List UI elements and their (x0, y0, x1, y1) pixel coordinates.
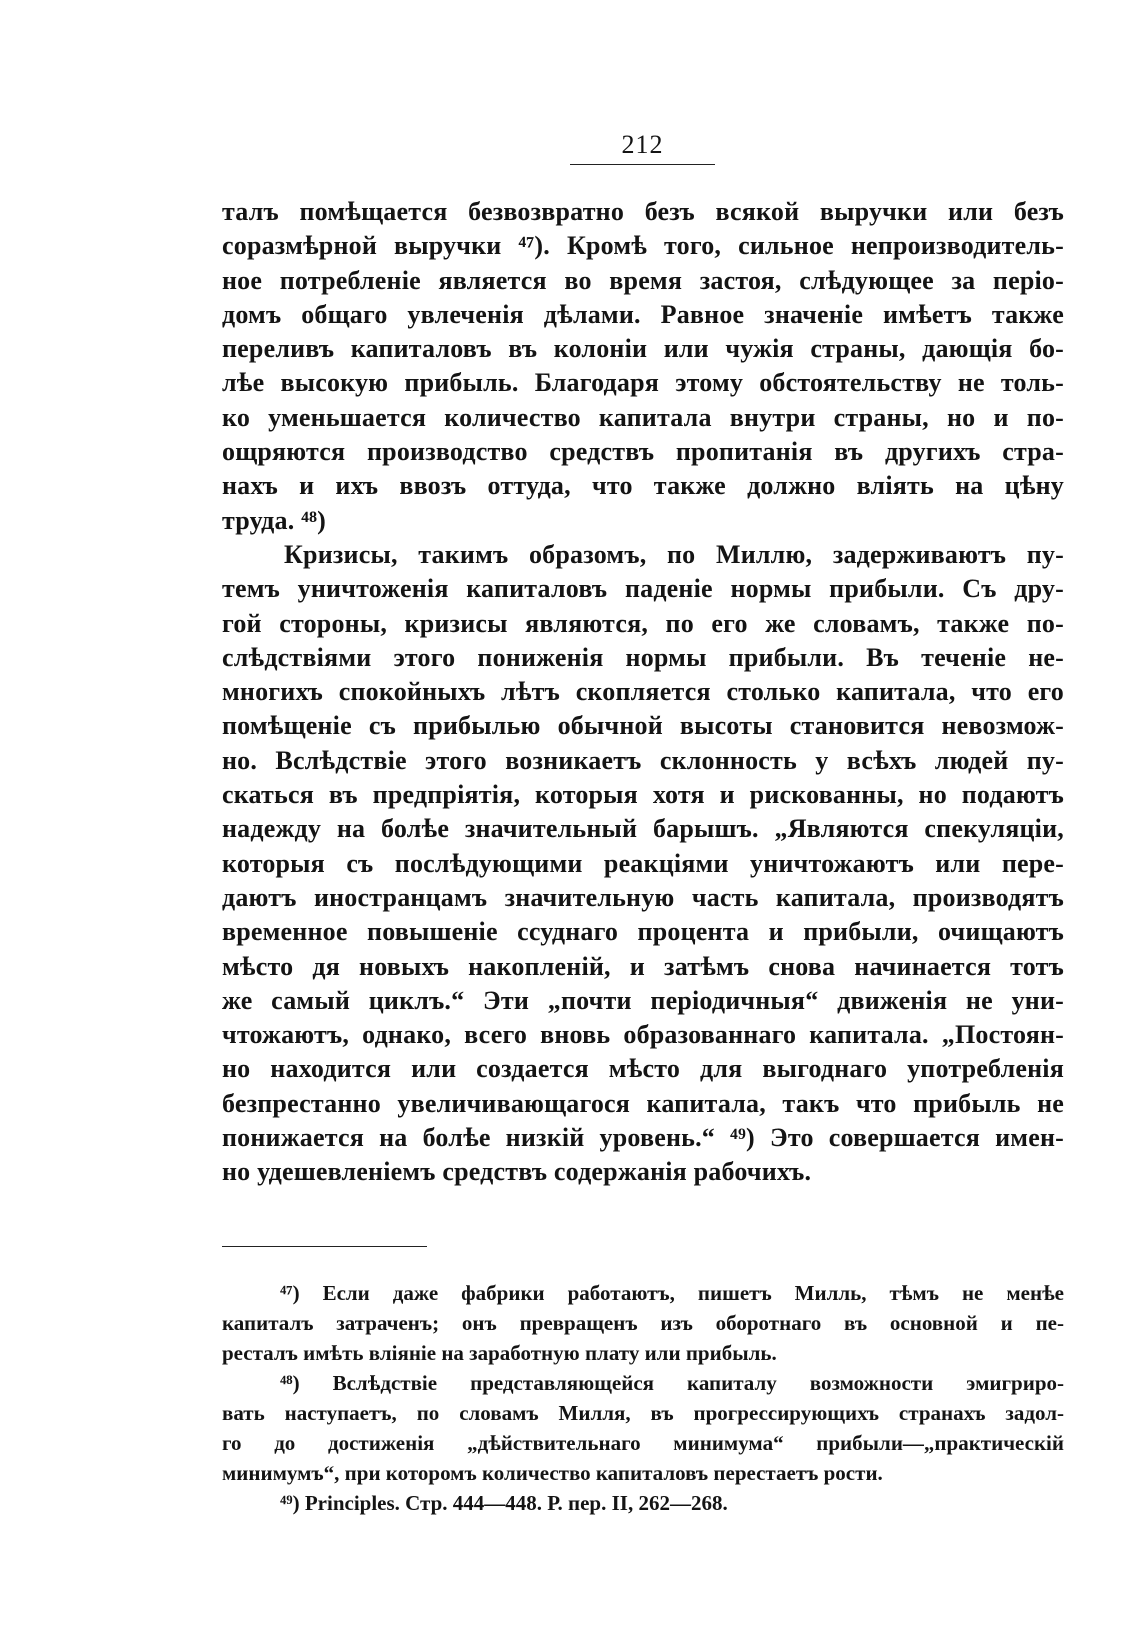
text-line: соразмѣрной выручки ⁴⁷). Кромѣ того, сильное непроизводитель- (222, 231, 1064, 261)
footnote-line: капиталъ затраченъ; онъ превращенъ изъ оборотнаго въ основной и пе- (222, 1311, 1064, 1335)
text-line: слѣдствіями этого пониженія нормы прибыли. Въ теченіе не- (222, 642, 1064, 672)
text-line: понижается на болѣе низкій уровень.“ ⁴⁹) Это совершается имен- (222, 1123, 1064, 1153)
footnote-line: го до достиженія „дѣйствительнаго минимума“ прибыли—„практическій (222, 1431, 1064, 1455)
text-line: ное потребленіе является во время застоя, слѣдующее за періо- (222, 265, 1064, 295)
text-line: скаться въ предпріятія, которыя хотя и рискованны, но подаютъ (222, 780, 1064, 810)
text-line: но находится или создается мѣсто для выгоднаго употребленія (222, 1054, 1064, 1084)
text-line: труда. ⁴⁸) (222, 505, 326, 535)
text-line: лѣе высокую прибыль. Благодаря этому обстоятельству не толь- (222, 368, 1064, 398)
text-line: но. Вслѣдствіе этого возникаетъ склонность у всѣхъ людей пу- (222, 745, 1064, 775)
text-line: нахъ и ихъ ввозъ оттуда, что также должно вліять на цѣну (222, 471, 1064, 501)
text-line: талъ помѣщается безвозвратно безъ всякой выручки или безъ (222, 197, 1064, 226)
text-line: даютъ иностранцамъ значительную часть капитала, производятъ (222, 882, 1064, 912)
text-line: помѣщеніе съ прибылью обычной высоты становится невозмож- (222, 711, 1064, 741)
text-line: надежду на болѣе значительный барышъ. „Являются спекуляціи, (222, 814, 1064, 844)
footnote-line: минимумъ“, при которомъ количество капиталовъ перестаетъ рости. (222, 1461, 883, 1485)
text-line: ко уменьшается количество капитала внутри страны, но и по- (222, 402, 1064, 432)
text-line: темъ уничтоженія капиталовъ паденіе нормы прибыли. Съ дру- (222, 574, 1064, 604)
footnote-line: ресталъ имѣть вліяніе на заработную плату или прибыль. (222, 1341, 777, 1365)
body-text (222, 195, 1064, 1190)
footnotes (222, 1278, 1064, 1518)
footnote-separator (222, 1246, 427, 1247)
text-line: домъ общаго увлеченія дѣлами. Равное значеніе имѣетъ также (222, 299, 1064, 329)
text-line: переливъ капиталовъ въ колоніи или чужія страны, дающія бо- (222, 334, 1064, 364)
footnote-line: вать наступаетъ, по словамъ Милля, въ прогрессирующихъ странахъ задол- (222, 1401, 1064, 1425)
paragraph-first-line: Кризисы, такимъ образомъ, по Миллю, задерживаютъ пу- (284, 539, 1064, 569)
text-line: которыя съ послѣдующими реакціями уничтожаютъ или пере- (222, 848, 1064, 878)
text-line: но удешевленіемъ средствъ содержанія рабочихъ. (222, 1157, 812, 1187)
text-line: чтожаютъ, однако, всего вновь образованнаго капитала. „Постоян- (222, 1020, 1064, 1050)
text-line: же самый циклъ.“ Эти „почти періодичныя“ движенія не уни- (222, 985, 1064, 1015)
page-number: 212 (621, 130, 664, 159)
footnote-49: ⁴⁹) Principles. Стр. 444—448. Р. пер. II, 262—268. (280, 1491, 728, 1515)
footnote-47-first-line: ⁴⁷) Если даже фабрики работаютъ, пишетъ Милль, тѣмъ не менѣе (280, 1281, 1064, 1305)
text-line: мѣсто дя новыхъ накопленій, и затѣмъ снова начинается тотъ (222, 951, 1064, 981)
text-line: многихъ спокойныхъ лѣтъ скопляется столько капитала, что его (222, 677, 1064, 707)
text-line: ощряются производство средствъ пропитанія въ другихъ стра- (222, 437, 1064, 467)
text-line: безпрестанно увеличивающагося капитала, такъ что прибыль не (222, 1088, 1064, 1118)
footnote-48-first-line: ⁴⁸) Вслѣдствіе представляющейся капиталу возможности эмигриро- (280, 1371, 1064, 1395)
text-line: временное повышеніе ссуднаго процента и прибыли, очищаютъ (222, 917, 1064, 947)
text-line: гой стороны, кризисы являются, по его же словамъ, также по- (222, 608, 1064, 638)
page-number-rule (570, 164, 715, 165)
